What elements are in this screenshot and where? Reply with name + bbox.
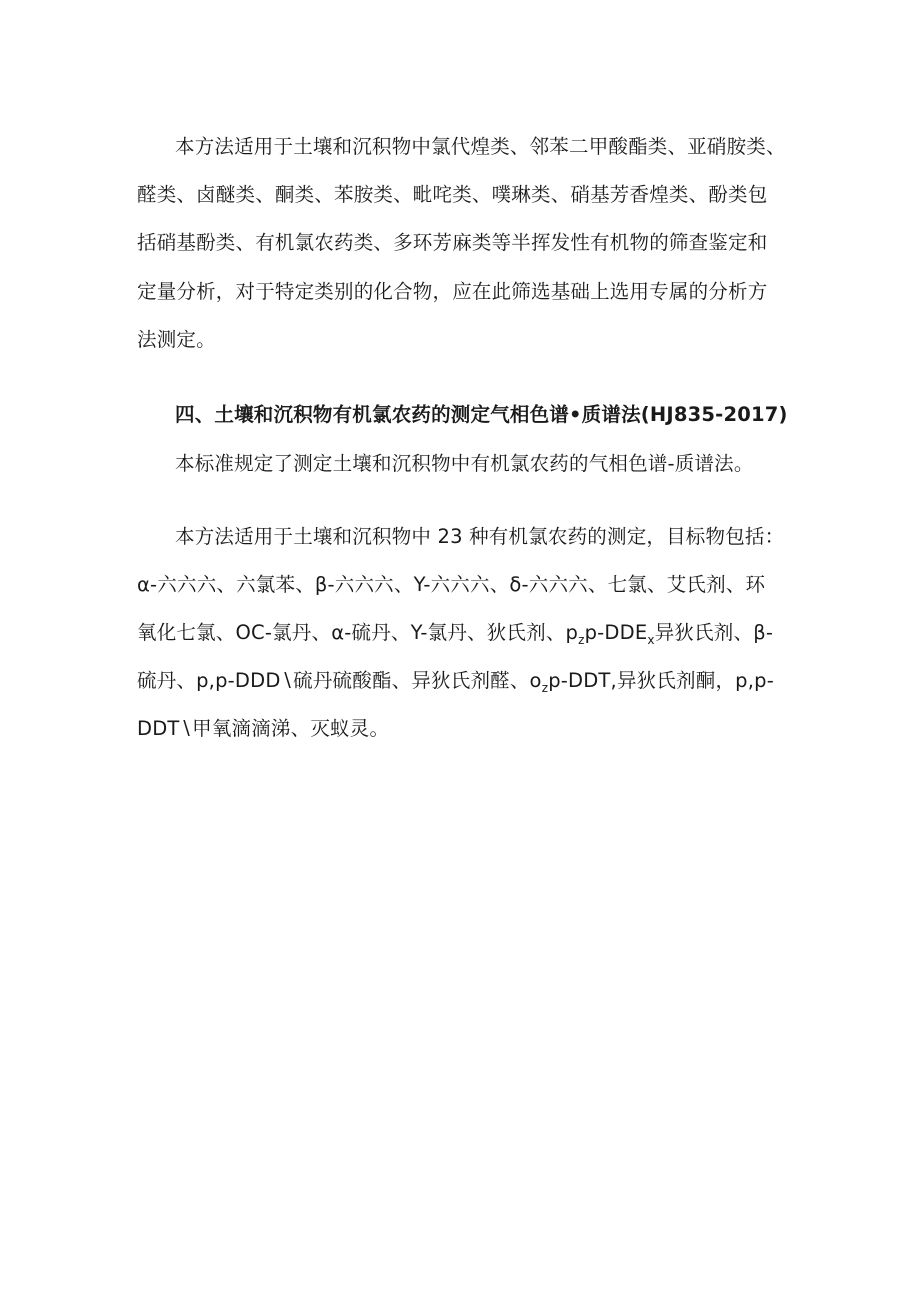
paragraph3-line-1: 本方法适用于土壤和沉积物中 23 种有机氯农药的测定，目标物包括：	[175, 525, 785, 548]
paragraph1-line-1: 本方法适用于土壤和沉积物中氯代煌类、邻苯二甲酸酯类、亚硝胺类、	[175, 135, 786, 158]
paragraph1-line-4: 定量分析，对于特定类别的化合物，应在此筛选基础上选用专属的分析方	[137, 280, 768, 303]
paragraph1-line-3: 括硝基酚类、有机氯农药类、多环芳麻类等半挥发性有机物的筛查鉴定和	[137, 231, 768, 254]
paragraph3-line-3-part-b: p-DDE	[584, 621, 648, 644]
paragraph3-line-2: α-六六六、六氯苯、β-六六六、Y-六六六、δ-六六六、七氯、艾氏剂、环	[137, 573, 766, 596]
paragraph3-line-4-part-b: p-DDT,异狄氏剂酮，p,p-	[548, 669, 774, 692]
paragraph3-line-4	[137, 668, 774, 696]
paragraph3-line-3-part-c: 异狄氏剂、β-	[654, 621, 774, 644]
paragraph3-line-4-part-a: 硫丹、p,p-DDD∖硫丹硫酸酯、异狄氏剂醛、o	[137, 669, 542, 692]
section-heading: 四、土壤和沉积物有机氯农药的测定气相色谱•质谱法(HJ835-2017)	[175, 403, 788, 426]
paragraph1-line-2: 醛类、卤醚类、酮类、苯胺类、毗咤类、噗琳类、硝基芳香煌类、酚类包	[137, 183, 768, 206]
paragraph3-line-4-subscript-1: z	[541, 681, 549, 695]
paragraph3-line-3-part-a: 氧化七氯、OC-氯丹、α-硫丹、Y-氯丹、狄氏剂、p	[137, 621, 579, 644]
paragraph1-line-5: 法测定。	[137, 328, 216, 351]
paragraph2: 本标准规定了测定土壤和沉积物中有机氯农药的气相色谱-质谱法。	[175, 452, 754, 475]
paragraph3-line-5: DDT∖甲氧滴滴涕、灭蚁灵。	[137, 717, 390, 740]
paragraph3-line-3-subscript-1: z	[578, 633, 585, 647]
paragraph3-line-3	[137, 620, 773, 648]
paragraph3-line-3-subscript-2: x	[647, 633, 655, 647]
